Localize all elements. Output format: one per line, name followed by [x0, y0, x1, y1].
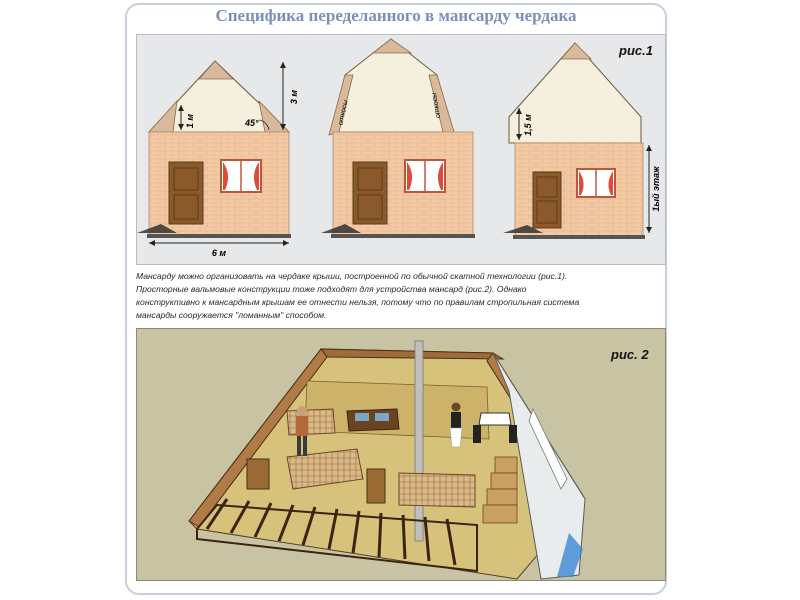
house-2: [321, 39, 475, 238]
house-1-eave-left: [149, 101, 177, 132]
caption-text: [136, 270, 668, 322]
box-center: [367, 469, 385, 503]
fig1-label: рис.1: [619, 43, 653, 58]
figure-2-panel: [136, 328, 666, 581]
figure-2-drawing: [137, 329, 666, 581]
sofa-back: [287, 409, 335, 435]
dim-1-5m: 1,5 м: [523, 114, 533, 136]
angle-45: 45°: [245, 118, 259, 128]
caption-line-1: Мансарду можно организовать на чердаке крыши, построенной по обычной скатной технологии (рис.1).: [136, 271, 568, 281]
otkos-left-label: откосы: [337, 99, 350, 126]
dim-1m: 1 м: [185, 113, 195, 129]
floor-label: 1ый этаж: [651, 166, 661, 212]
roof-ridge: [321, 349, 503, 359]
page-title: Специфика переделанного в мансарду чердака: [215, 6, 577, 25]
coffee-table: [347, 409, 399, 431]
fig2-label: рис. 2: [611, 347, 649, 362]
house-1-ridge-cap: [199, 61, 233, 79]
armchair: [399, 473, 475, 507]
figure-1-panel: [136, 34, 666, 265]
dim-3m: 3 м: [289, 89, 299, 105]
house-3: [503, 43, 661, 239]
caption-line-4: мансарды сооружается "ломанным" способом.: [136, 310, 327, 320]
caption-line-2: Просторные вальмовые конструкции тоже подходят для устройства мансард (рис.2). Однако: [136, 284, 527, 294]
chair-1: [473, 425, 481, 443]
caption-line-3: конструктивно к мансардным крышам ее отнести нельзя, потому что по правилам стропильная система: [136, 297, 580, 307]
otkos-right-label: откосы: [430, 92, 443, 119]
dining-table: [479, 413, 511, 425]
box-left: [247, 459, 269, 489]
dim-6m: 6 м: [211, 248, 227, 258]
figure-1-drawing: [137, 35, 667, 266]
house-1: [137, 61, 299, 258]
chimney-pipe: [415, 341, 423, 541]
chair-2: [509, 425, 517, 443]
